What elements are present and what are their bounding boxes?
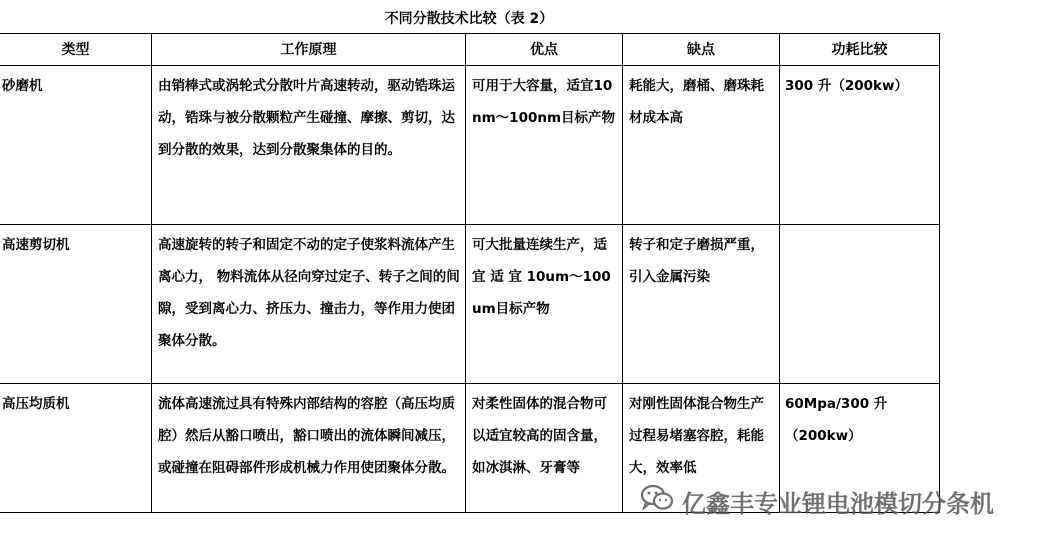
type-text: 高速剪切机 <box>2 237 70 253</box>
header-pros: 优点 <box>466 34 623 66</box>
cell-power <box>780 225 940 384</box>
cell-cons <box>623 66 780 225</box>
comparison-table <box>0 33 940 513</box>
header-cons: 缺点 <box>623 34 780 66</box>
cell-power <box>780 66 940 225</box>
wechat-icon <box>640 483 682 519</box>
cell-cons <box>623 225 780 384</box>
cell-pros <box>466 66 623 225</box>
table-title: 不同分散技术比较（表 2） <box>384 11 554 27</box>
header-row <box>0 34 940 66</box>
pros-text: 可用于大容量，适宜10nm～100nm目标产物 <box>472 78 616 126</box>
power-text <box>780 225 939 229</box>
power-text: 60Mpa/300 升（200kw） <box>785 396 888 444</box>
watermark <box>640 480 1054 522</box>
watermark-text: 亿鑫丰专业锂电池模切分条机 <box>682 489 994 518</box>
type-text: 砂磨机 <box>2 78 43 94</box>
cell-principle <box>152 384 466 513</box>
principle-text: 流体高速流过具有特殊内部结构的容腔（高压均质腔）然后从豁口喷出，豁口喷出的流体瞬间减压，或碰撞在阻碍部件形成机械力作用使团聚体分散。 <box>158 396 455 476</box>
table-row <box>0 225 940 384</box>
type-text: 高压均质机 <box>2 396 70 412</box>
cell-pros <box>466 384 623 513</box>
cell-type <box>0 225 152 384</box>
power-text: 300 升（200kw） <box>785 78 909 94</box>
cons-text: 耗能大，磨桶、磨珠耗材成本高 <box>629 78 764 126</box>
header-principle: 工作原理 <box>152 34 466 66</box>
cell-type <box>0 66 152 225</box>
cons-text: 对刚性固体混合物生产过程易堵塞容腔，耗能大，效率低 <box>629 396 764 476</box>
header-power: 功耗比较 <box>780 34 940 66</box>
cell-principle <box>152 66 466 225</box>
table-row <box>0 66 940 225</box>
cell-pros <box>466 225 623 384</box>
principle-text: 由销棒式或涡轮式分散叶片高速转动，驱动锆珠运动，锆珠与被分散颗粒产生碰撞、摩擦、剪切，达到分散的效果，达到分散聚集体的目的。 <box>158 78 455 158</box>
cons-text: 转子和定子磨损严重，引入金属污染 <box>629 237 764 285</box>
cell-type <box>0 384 152 513</box>
cell-principle <box>152 225 466 384</box>
header-type: 类型 <box>0 34 152 66</box>
principle-text: 高速旋转的转子和固定不动的定子使浆料流体产生离心力， 物料流体从径向穿过定子、转子之间的间隙，受到离心力、挤压力、撞击力，等作用力使团聚体分散。 <box>158 237 460 349</box>
pros-text: 对柔性固体的混合物可以适宜较高的固含量，如冰淇淋、牙膏等 <box>472 396 607 476</box>
pros-text: 可大批量连续生产，适 宜 适 宜 10um～100um目标产物 <box>472 237 611 317</box>
